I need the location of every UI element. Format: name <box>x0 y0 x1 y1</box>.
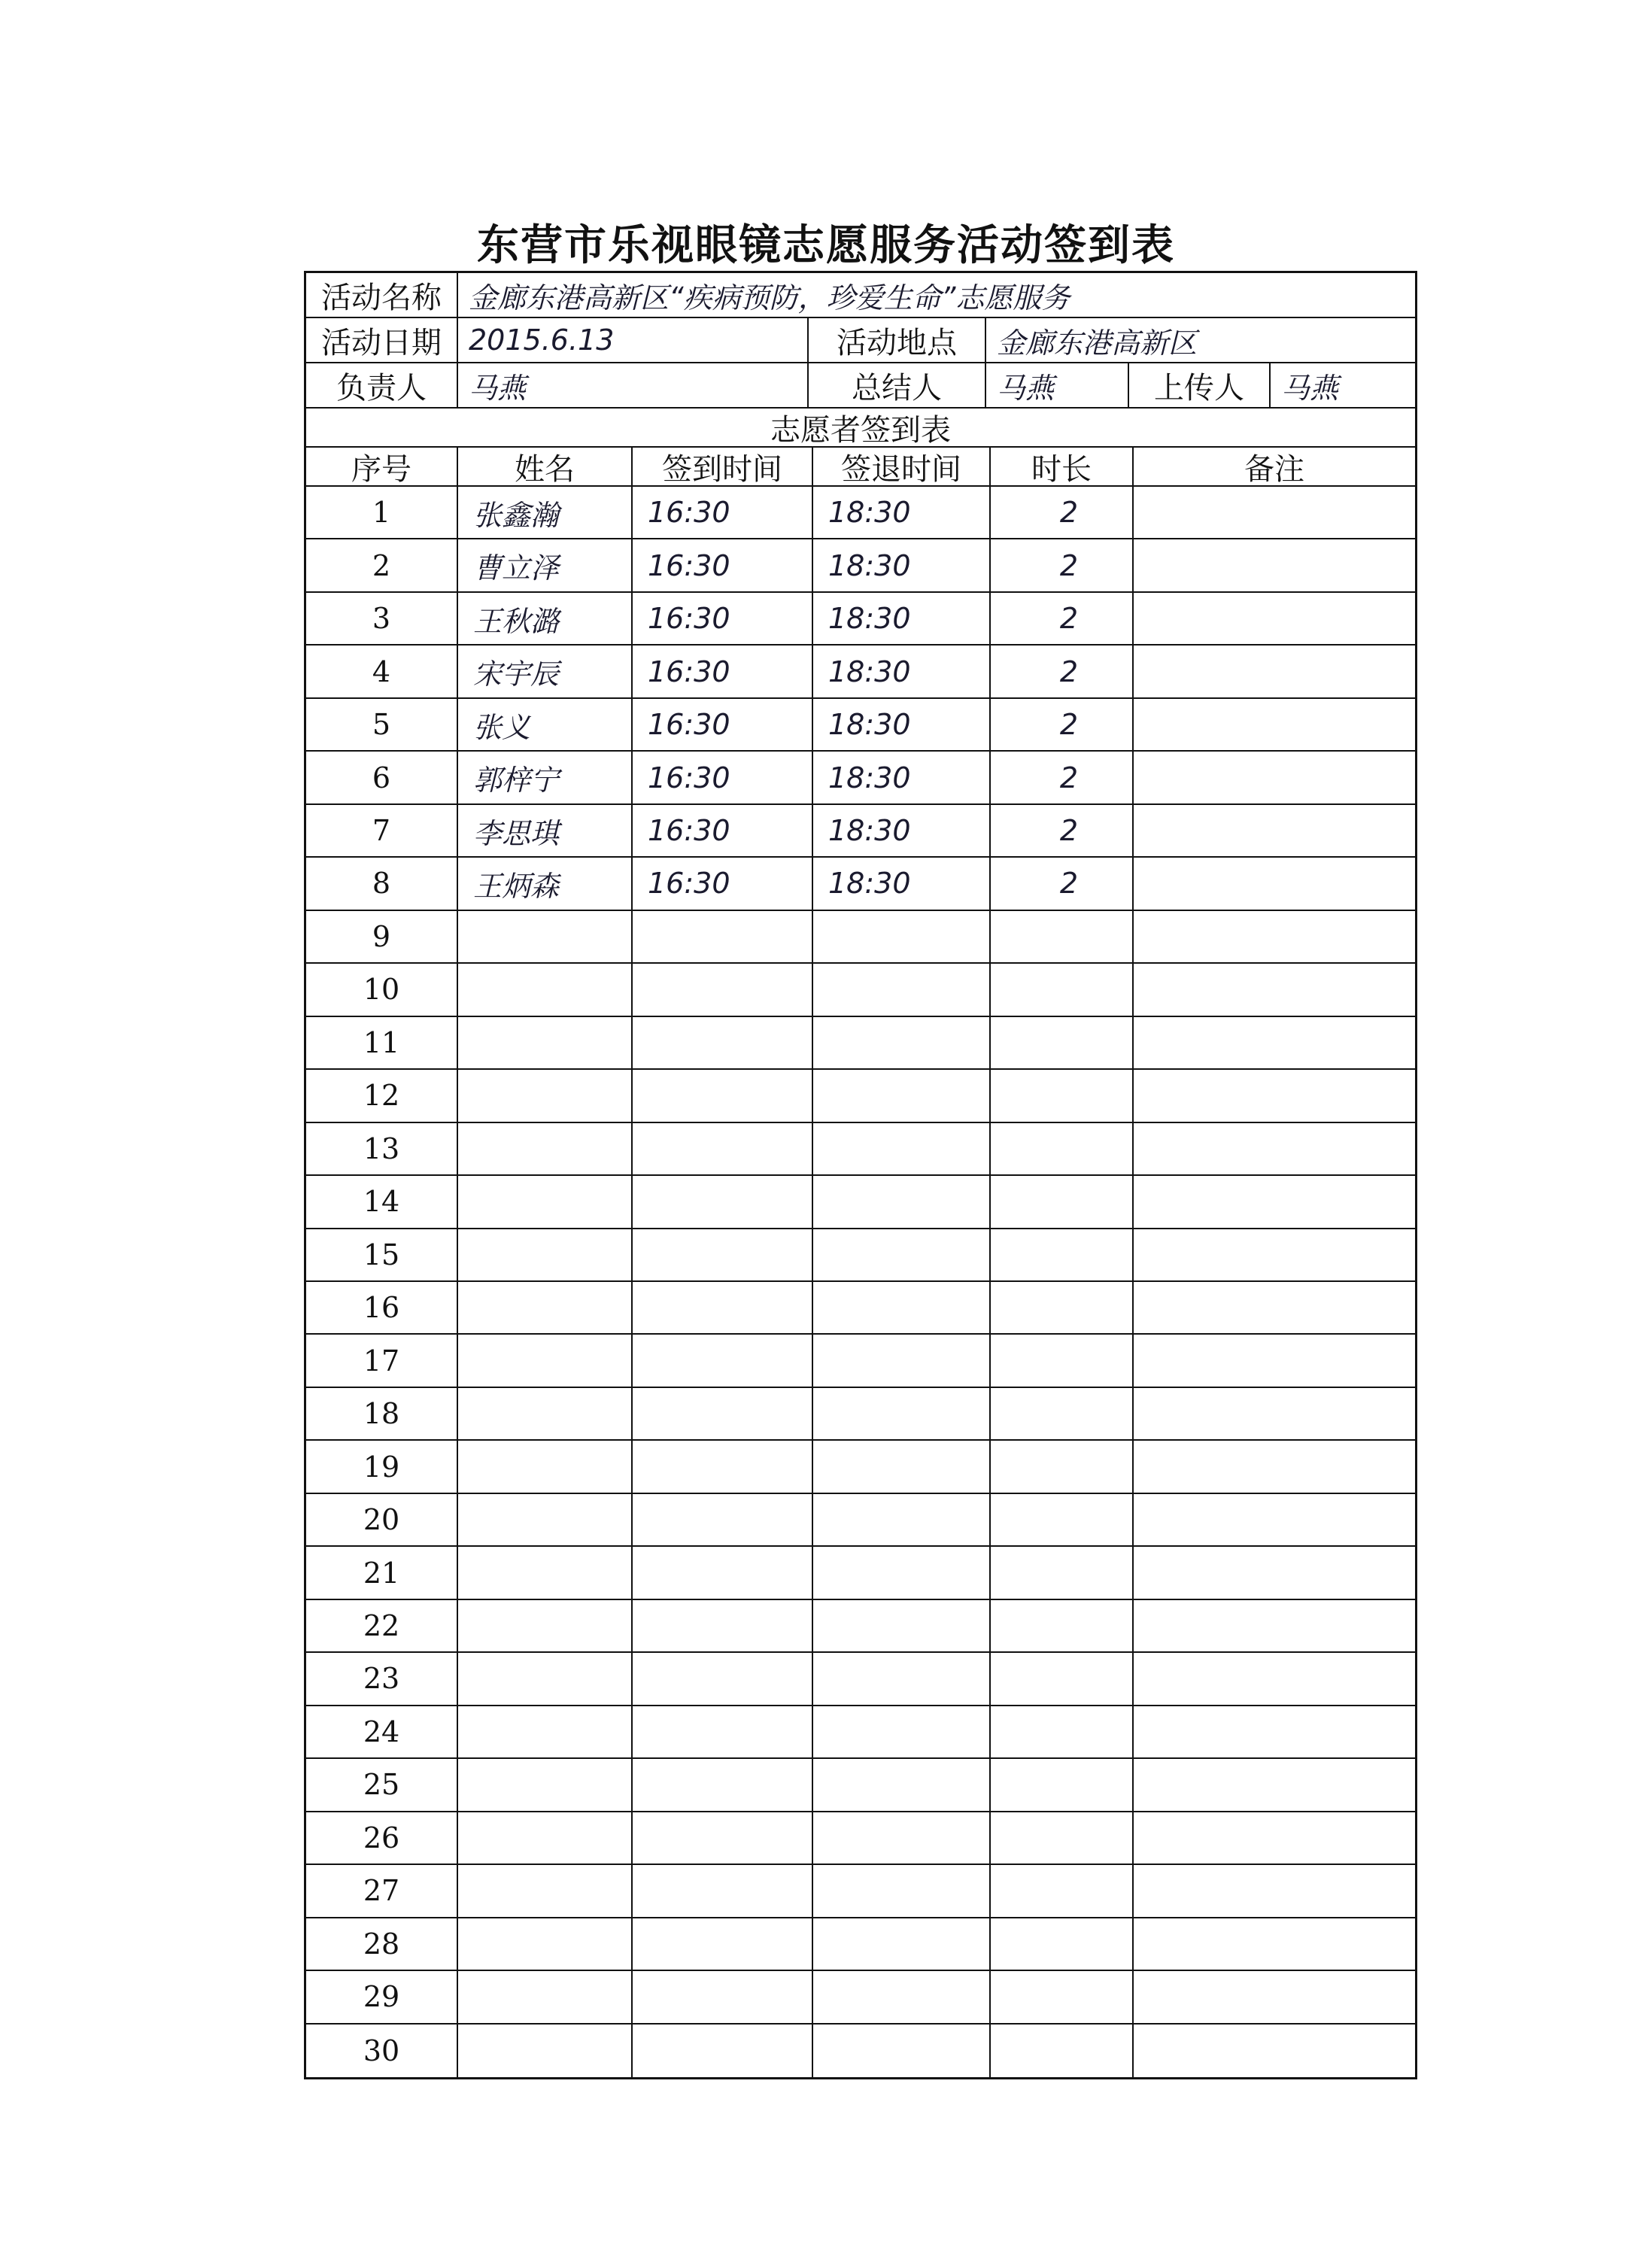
table-row <box>306 1388 1415 1441</box>
summarizer-value: 马燕 <box>985 363 1128 407</box>
column-header-note: 备注 <box>1132 448 1415 485</box>
document-title: 东营市乐视眼镜志愿服务活动签到表 <box>477 220 1175 270</box>
row-name <box>457 1918 631 1970</box>
row-note <box>1132 1070 1415 1121</box>
row-note <box>1132 645 1415 697</box>
row-signin-time <box>631 1388 812 1439</box>
row-duration <box>989 1123 1132 1174</box>
activity-location-value: 金廊东港高新区 <box>985 318 1415 362</box>
row-duration <box>989 1653 1132 1704</box>
people-row <box>306 363 1415 409</box>
row-signin-time <box>631 1706 812 1757</box>
row-signout-time <box>812 2025 989 2077</box>
row-duration: 2 <box>989 487 1132 538</box>
activity-date-row <box>306 318 1415 363</box>
row-signout-time: 18:30 <box>812 752 989 803</box>
activity-date-label: 活动日期 <box>321 325 442 360</box>
column-header-row <box>306 448 1415 487</box>
row-signout-time <box>812 1971 989 2022</box>
row-name <box>457 1229 631 1280</box>
row-note <box>1132 1123 1415 1174</box>
row-seq: 24 <box>363 1715 400 1748</box>
row-note <box>1132 1653 1415 1704</box>
row-duration: 2 <box>989 699 1132 750</box>
row-note <box>1132 964 1415 1015</box>
table-row <box>306 487 1415 539</box>
row-signin-time: 16:30 <box>631 858 812 909</box>
table-row <box>306 1017 1415 1070</box>
table-row <box>306 1653 1415 1706</box>
row-seq: 3 <box>372 602 391 636</box>
person-in-charge-value: 马燕 <box>457 363 807 407</box>
row-signout-time: 18:30 <box>812 699 989 750</box>
row-seq: 25 <box>363 1768 400 1802</box>
signin-form <box>304 271 1417 2079</box>
row-signout-time <box>812 1653 989 1704</box>
row-duration <box>989 964 1132 1015</box>
row-signin-time <box>631 2025 812 2077</box>
row-note <box>1132 1388 1415 1439</box>
table-row <box>306 1441 1415 1493</box>
row-seq: 7 <box>372 814 391 848</box>
row-seq: 29 <box>363 1980 400 2014</box>
table-row <box>306 1070 1415 1122</box>
row-note <box>1132 911 1415 962</box>
row-signout-time: 18:30 <box>812 593 989 644</box>
row-signout-time <box>812 1759 989 1810</box>
row-name <box>457 1441 631 1492</box>
row-note <box>1132 1017 1415 1068</box>
row-signin-time <box>631 1123 812 1174</box>
row-duration: 2 <box>989 539 1132 591</box>
table-row <box>306 1600 1415 1653</box>
row-name <box>457 1335 631 1386</box>
table-row <box>306 1229 1415 1282</box>
row-signout-time <box>812 1176 989 1227</box>
activity-date-value: 2015.6.13 <box>457 318 807 362</box>
table-row <box>306 1706 1415 1759</box>
table-row <box>306 1918 1415 1971</box>
table-row <box>306 805 1415 858</box>
table-row <box>306 1865 1415 1918</box>
row-signout-time <box>812 1600 989 1651</box>
row-signin-time <box>631 1971 812 2022</box>
row-seq: 11 <box>363 1025 400 1059</box>
row-note <box>1132 1282 1415 1333</box>
row-signin-time: 16:30 <box>631 752 812 803</box>
table-row <box>306 1176 1415 1229</box>
row-seq: 15 <box>363 1238 400 1271</box>
row-duration <box>989 1865 1132 1916</box>
table-row <box>306 1547 1415 1599</box>
table-row <box>306 964 1415 1016</box>
row-signout-time <box>812 1865 989 1916</box>
row-note <box>1132 1865 1415 1916</box>
row-duration <box>989 1494 1132 1545</box>
row-signin-time <box>631 1865 812 1916</box>
row-signin-time <box>631 1600 812 1651</box>
row-signin-time <box>631 1653 812 1704</box>
row-seq: 4 <box>372 655 391 688</box>
row-duration: 2 <box>989 593 1132 644</box>
row-signin-time <box>631 1547 812 1598</box>
row-seq: 21 <box>363 1556 400 1590</box>
row-note <box>1132 593 1415 644</box>
row-signout-time <box>812 1282 989 1333</box>
column-header-name: 姓名 <box>457 448 631 485</box>
row-seq: 18 <box>363 1397 400 1431</box>
row-seq: 8 <box>372 867 391 901</box>
table-row <box>306 858 1415 910</box>
row-seq: 26 <box>363 1821 400 1854</box>
row-signin-time <box>631 964 812 1015</box>
table-row <box>306 1123 1415 1176</box>
row-note <box>1132 1494 1415 1545</box>
row-note <box>1132 1706 1415 1757</box>
row-name: 曹立泽 <box>457 539 631 591</box>
table-row <box>306 1812 1415 1865</box>
row-duration <box>989 1282 1132 1333</box>
row-duration <box>989 1070 1132 1121</box>
activity-name-value: 金廊东港高新区“疾病预防，珍爱生命”志愿服务 <box>457 273 1415 317</box>
table-row <box>306 1282 1415 1335</box>
table-row <box>306 645 1415 698</box>
column-header-signout-time: 签退时间 <box>812 448 989 485</box>
uploader-label: 上传人 <box>1128 363 1269 407</box>
row-signin-time <box>631 1070 812 1121</box>
row-signout-time: 18:30 <box>812 858 989 909</box>
row-seq: 22 <box>363 1609 400 1643</box>
row-name <box>457 1865 631 1916</box>
row-name: 王秋潞 <box>457 593 631 644</box>
table-row <box>306 593 1415 645</box>
row-signout-time <box>812 1229 989 1280</box>
row-name <box>457 1282 631 1333</box>
row-duration: 2 <box>989 858 1132 909</box>
row-signout-time <box>812 1388 989 1439</box>
row-name <box>457 911 631 962</box>
row-signin-time: 16:30 <box>631 805 812 856</box>
row-signout-time <box>812 1918 989 1970</box>
row-note <box>1132 1600 1415 1651</box>
row-name <box>457 2025 631 2077</box>
table-row <box>306 1759 1415 1812</box>
row-name: 宋宇辰 <box>457 645 631 697</box>
section-title: 志愿者签到表 <box>770 412 951 448</box>
column-header-duration: 时长 <box>989 448 1132 485</box>
row-name <box>457 1388 631 1439</box>
summarizer-label: 总结人 <box>807 363 985 407</box>
row-name <box>457 1706 631 1757</box>
row-signin-time: 16:30 <box>631 487 812 538</box>
row-name <box>457 964 631 1015</box>
row-signout-time: 18:30 <box>812 539 989 591</box>
row-seq: 1 <box>372 496 391 530</box>
row-signin-time: 16:30 <box>631 539 812 591</box>
row-signout-time <box>812 911 989 962</box>
row-note <box>1132 2025 1415 2077</box>
row-note <box>1132 487 1415 538</box>
row-note <box>1132 752 1415 803</box>
row-signout-time <box>812 1017 989 1068</box>
row-name <box>457 1653 631 1704</box>
row-signin-time <box>631 1759 812 1810</box>
row-duration: 2 <box>989 805 1132 856</box>
row-signout-time: 18:30 <box>812 645 989 697</box>
row-signout-time: 18:30 <box>812 805 989 856</box>
row-seq: 27 <box>363 1874 400 1908</box>
row-seq: 12 <box>363 1079 400 1113</box>
row-duration <box>989 1918 1132 1970</box>
table-row <box>306 752 1415 804</box>
row-name <box>457 1070 631 1121</box>
row-note <box>1132 1812 1415 1864</box>
row-note <box>1132 805 1415 856</box>
row-signin-time: 16:30 <box>631 699 812 750</box>
table-row <box>306 1971 1415 2024</box>
row-note <box>1132 1335 1415 1386</box>
table-row <box>306 2025 1415 2077</box>
row-signin-time <box>631 911 812 962</box>
uploader-value: 马燕 <box>1269 363 1415 407</box>
row-note <box>1132 1971 1415 2022</box>
row-signin-time <box>631 1918 812 1970</box>
row-seq: 13 <box>363 1131 400 1165</box>
row-duration <box>989 1971 1132 2022</box>
row-duration: 2 <box>989 645 1132 697</box>
table-row <box>306 911 1415 964</box>
row-seq: 9 <box>372 919 391 953</box>
row-duration <box>989 1600 1132 1651</box>
column-header-signin-time: 签到时间 <box>631 448 812 485</box>
table-body <box>306 487 1415 2077</box>
row-name: 王炳森 <box>457 858 631 909</box>
row-duration <box>989 1706 1132 1757</box>
row-duration: 2 <box>989 752 1132 803</box>
row-name: 张鑫瀚 <box>457 487 631 538</box>
column-header-seq: 序号 <box>351 451 411 487</box>
row-note <box>1132 1547 1415 1598</box>
activity-name-label: 活动名称 <box>321 280 442 315</box>
row-duration <box>989 1017 1132 1068</box>
row-signout-time <box>812 964 989 1015</box>
row-note <box>1132 1229 1415 1280</box>
row-seq: 6 <box>372 761 391 794</box>
row-duration <box>989 911 1132 962</box>
row-seq: 16 <box>363 1291 400 1325</box>
row-note <box>1132 539 1415 591</box>
table-row <box>306 539 1415 592</box>
row-name <box>457 1971 631 2022</box>
row-duration <box>989 1812 1132 1864</box>
row-signout-time: 18:30 <box>812 487 989 538</box>
row-signin-time <box>631 1441 812 1492</box>
activity-name-row <box>306 273 1415 318</box>
table-row <box>306 1494 1415 1547</box>
row-note <box>1132 699 1415 750</box>
table-row <box>306 1335 1415 1387</box>
row-signin-time: 16:30 <box>631 645 812 697</box>
row-signin-time <box>631 1176 812 1227</box>
row-seq: 5 <box>372 708 391 742</box>
row-note <box>1132 1176 1415 1227</box>
row-name <box>457 1017 631 1068</box>
row-note <box>1132 858 1415 909</box>
row-signout-time <box>812 1123 989 1174</box>
row-signout-time <box>812 1070 989 1121</box>
activity-location-label: 活动地点 <box>807 318 985 362</box>
row-duration <box>989 1335 1132 1386</box>
row-seq: 20 <box>363 1503 400 1537</box>
section-title-row <box>306 409 1415 448</box>
row-name <box>457 1812 631 1864</box>
row-seq: 17 <box>363 1344 400 1378</box>
row-name: 李思琪 <box>457 805 631 856</box>
row-name <box>457 1600 631 1651</box>
row-name: 郭梓宁 <box>457 752 631 803</box>
row-signout-time <box>812 1494 989 1545</box>
row-signin-time: 16:30 <box>631 593 812 644</box>
row-signin-time <box>631 1017 812 1068</box>
row-note <box>1132 1441 1415 1492</box>
row-name <box>457 1176 631 1227</box>
row-name <box>457 1123 631 1174</box>
row-duration <box>989 1547 1132 1598</box>
row-seq: 23 <box>363 1662 400 1696</box>
row-signin-time <box>631 1812 812 1864</box>
row-signin-time <box>631 1282 812 1333</box>
row-signin-time <box>631 1229 812 1280</box>
row-signout-time <box>812 1547 989 1598</box>
row-duration <box>989 1441 1132 1492</box>
row-name: 张义 <box>457 699 631 750</box>
row-name <box>457 1759 631 1810</box>
table-row <box>306 699 1415 752</box>
row-name <box>457 1494 631 1545</box>
row-seq: 14 <box>363 1185 400 1219</box>
row-duration <box>989 1759 1132 1810</box>
row-name <box>457 1547 631 1598</box>
row-duration <box>989 1229 1132 1280</box>
row-note <box>1132 1759 1415 1810</box>
row-signout-time <box>812 1706 989 1757</box>
row-signout-time <box>812 1441 989 1492</box>
row-duration <box>989 2025 1132 2077</box>
row-seq: 10 <box>363 973 400 1007</box>
row-seq: 2 <box>372 548 391 582</box>
row-seq: 30 <box>363 2034 400 2067</box>
row-signin-time <box>631 1494 812 1545</box>
row-signout-time <box>812 1812 989 1864</box>
row-seq: 19 <box>363 1450 400 1484</box>
row-duration <box>989 1388 1132 1439</box>
row-signin-time <box>631 1335 812 1386</box>
row-duration <box>989 1176 1132 1227</box>
row-signout-time <box>812 1335 989 1386</box>
person-in-charge-label: 负责人 <box>336 370 427 406</box>
row-seq: 28 <box>363 1927 400 1961</box>
row-note <box>1132 1918 1415 1970</box>
